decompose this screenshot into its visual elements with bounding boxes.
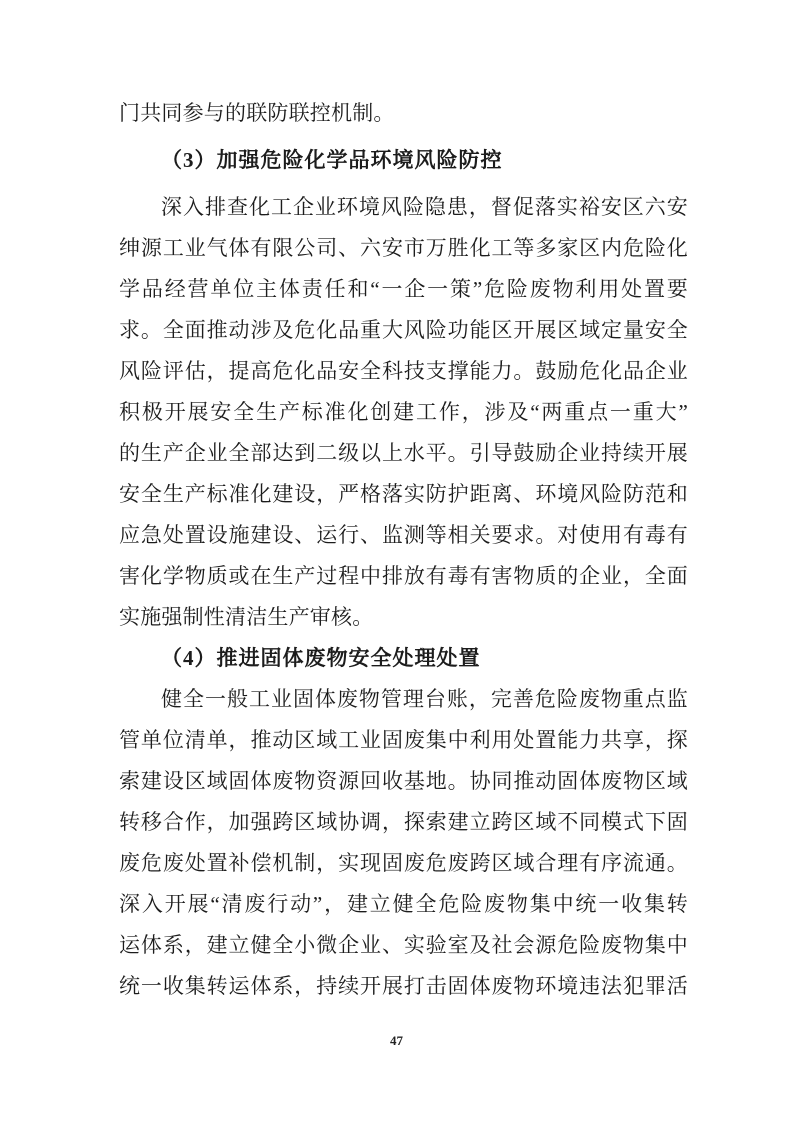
text-line: 统一收集转运体系，持续开展打击固体废物环境违法犯罪活: [119, 974, 688, 998]
text-line: 实施强制性清洁生产审核。: [119, 605, 374, 629]
text-line: 积极开展安全生产标准化创建工作，涉及“两重点一重大”: [119, 400, 688, 424]
text-line: 深入排查化工企业环境风险隐患，督促落实裕安区六安: [161, 195, 688, 219]
text-line: 安全生产标准化建设，严格落实防护距离、环境风险防范和: [119, 482, 688, 506]
section-heading-3: （3）加强危险化学品环境风险防控: [161, 148, 503, 172]
section-heading-4: （4）推进固体废物安全处理处置: [161, 646, 481, 670]
text-line: 管单位清单，推动区域工业固废集中利用处置能力共享，探: [119, 728, 688, 752]
text-line: 害化学物质或在生产过程中排放有毒有害物质的企业，全面: [119, 564, 688, 588]
text-line: 风险评估，提高危化品安全科技支撑能力。鼓励危化品企业: [119, 359, 688, 383]
text-line: 的生产企业全部达到二级以上水平。引导鼓励企业持续开展: [119, 441, 688, 465]
document-body: [119, 93, 688, 1007]
text-line: 学品经营单位主体责任和“一企一策”危险废物利用处置要: [119, 277, 688, 301]
text-line: 绅源工业气体有限公司、六安市万胜化工等多家区内危险化: [119, 236, 688, 260]
text-line: 转移合作，加强跨区域协调，探索建立跨区域不同模式下固: [119, 810, 688, 834]
text-line: 深入开展“清废行动”，建立健全危险废物集中统一收集转: [119, 892, 688, 916]
text-line: 求。全面推动涉及危化品重大风险功能区开展区域定量安全: [119, 318, 688, 342]
text-line: 健全一般工业固体废物管理台账，完善危险废物重点监: [161, 687, 688, 711]
text-line: 运体系，建立健全小微企业、实验室及社会源危险废物集中: [119, 933, 688, 957]
text-line: 门共同参与的联防联控机制。: [119, 101, 395, 125]
text-line: 索建设区域固体废物资源回收基地。协同推动固体废物区域: [119, 769, 688, 793]
text-line: 废危废处置补偿机制，实现固废危废跨区域合理有序流通。: [119, 851, 688, 875]
text-line: 应急处置设施建设、运行、监测等相关要求。对使用有毒有: [119, 523, 688, 547]
page-number: 47: [390, 1033, 403, 1048]
